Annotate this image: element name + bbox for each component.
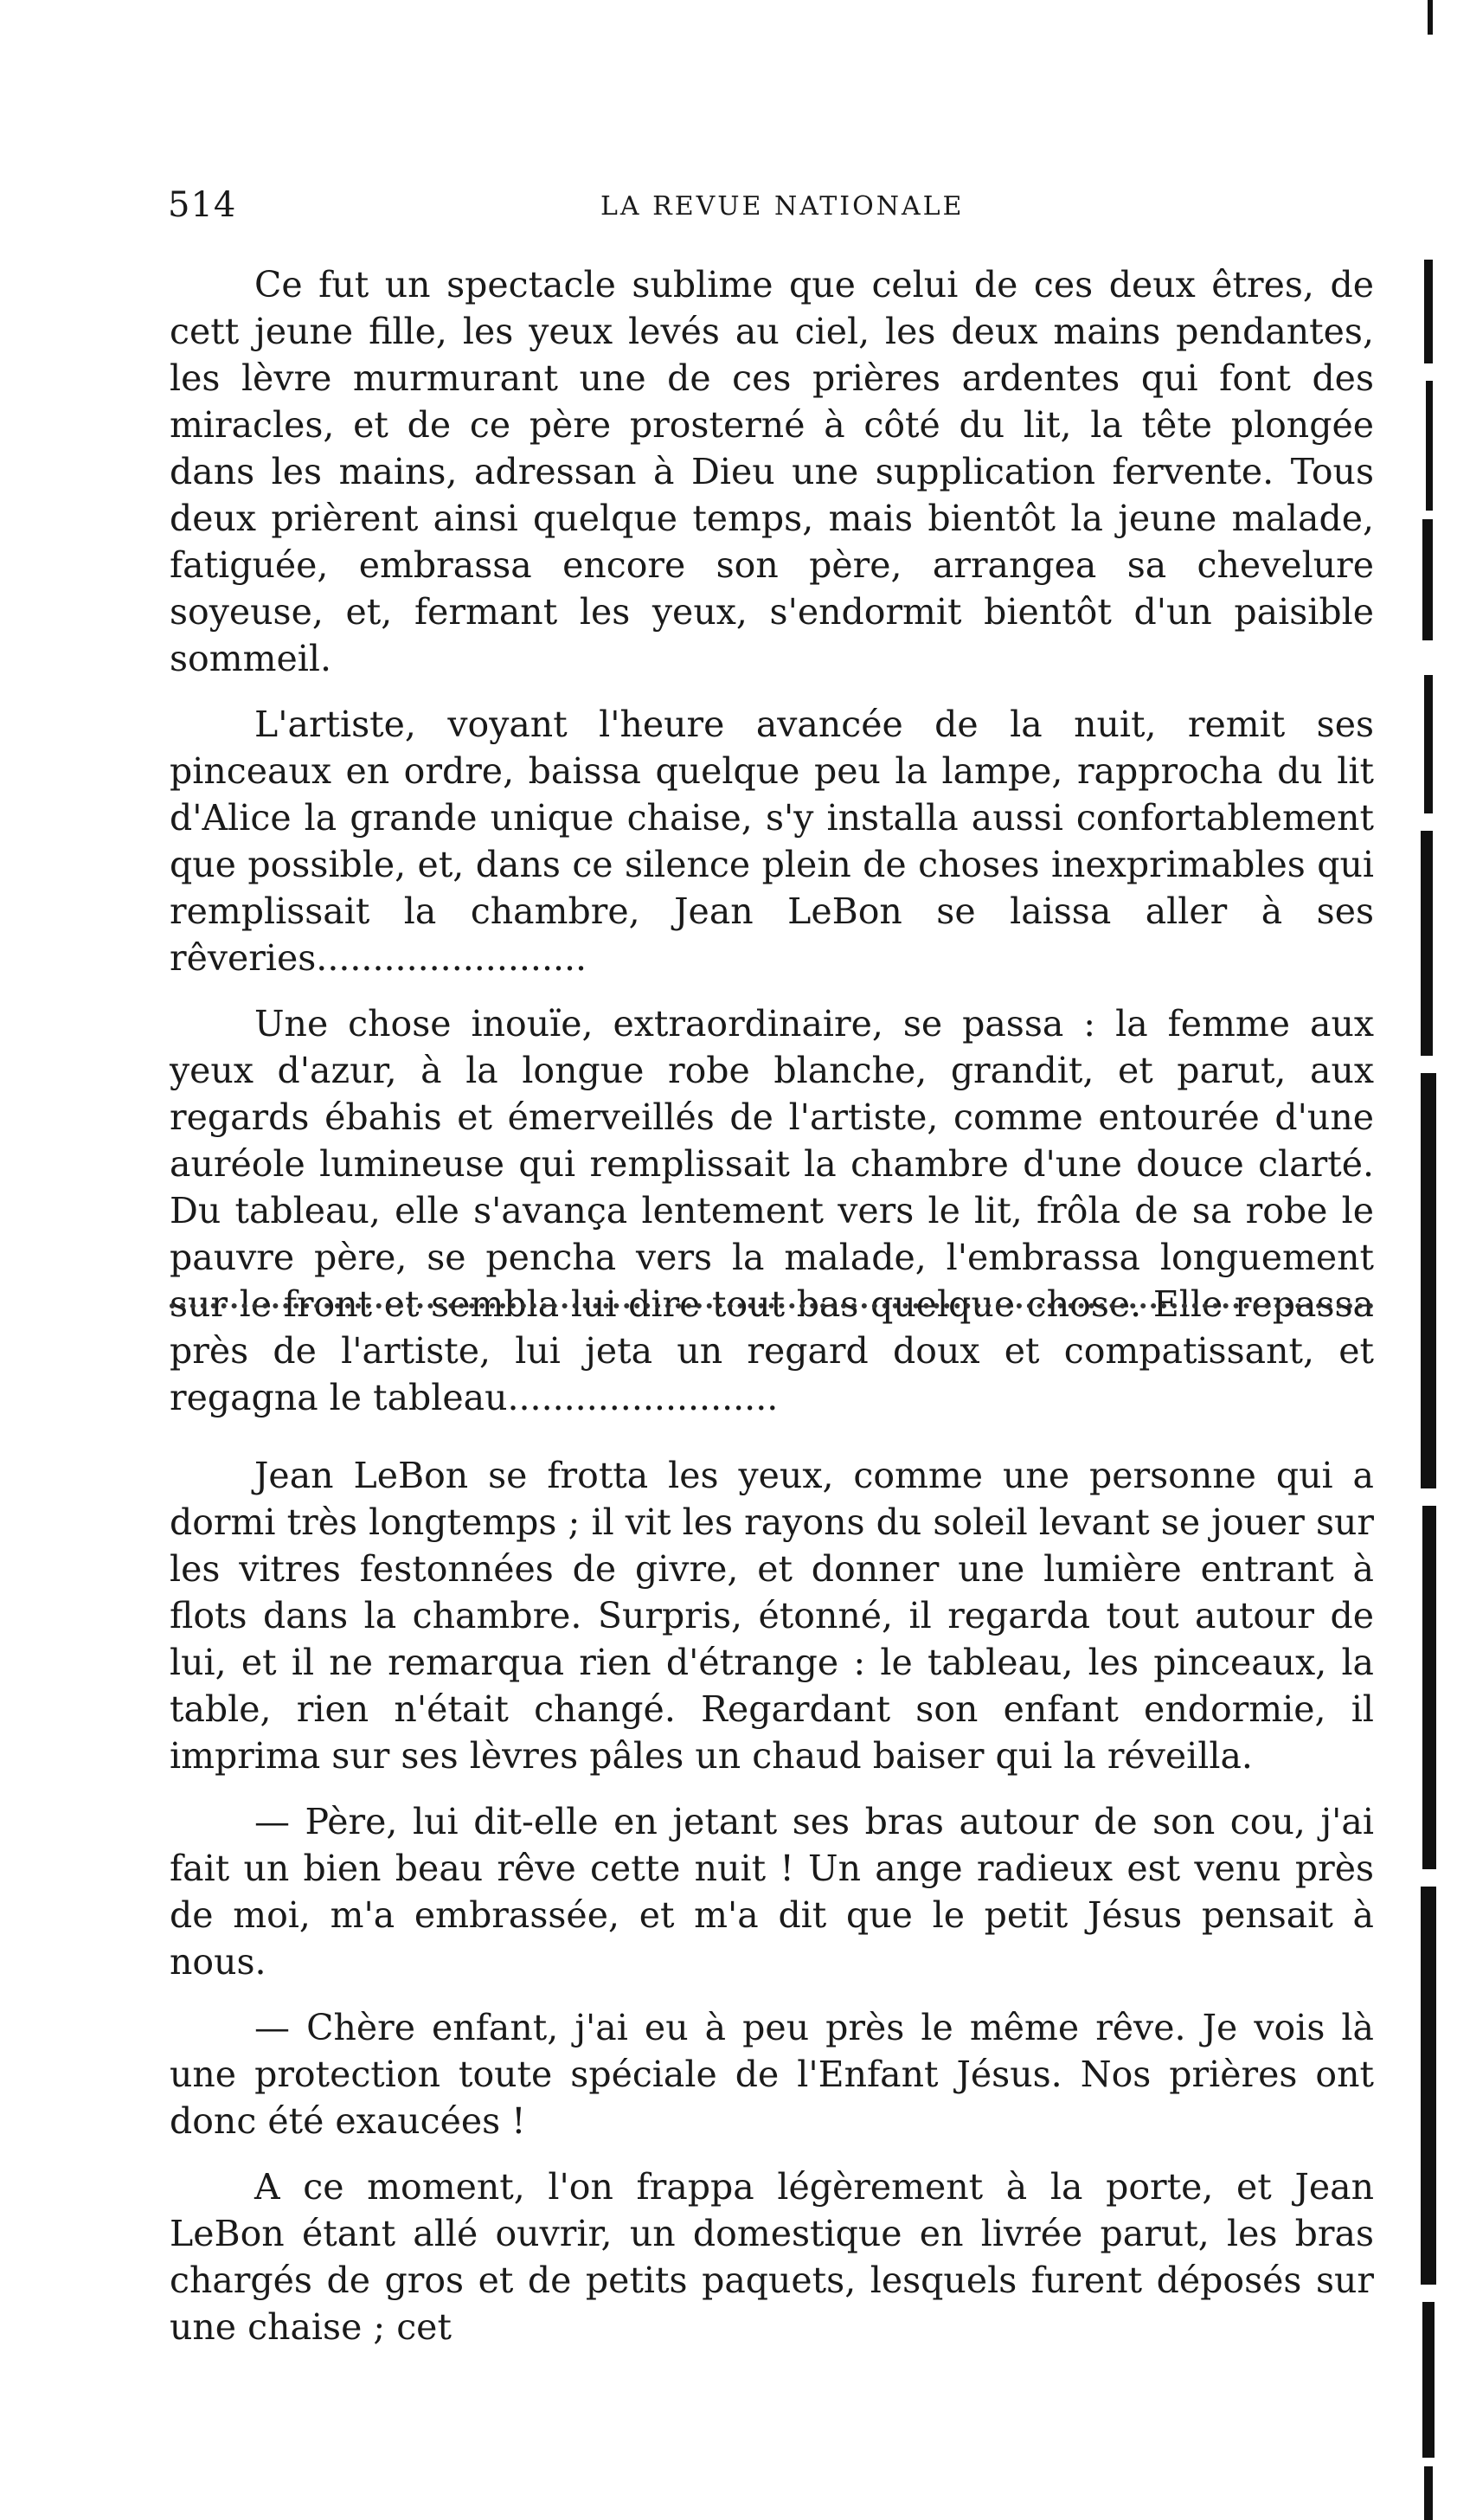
running-head: [168, 183, 1379, 227]
paragraph: L'artiste, voyant l'heure avancée de la nuit, remit ses pinceaux en ordre, baissa quelque peu la lampe, rapprocha du lit d'Alice la grande unique chaise, s'y installa aussi confortablement que possible, et, dans ce silence plein de choses inexprimables qui remplissait la chambre, Jean LeBon se laissa aller à ses rêveries........................: [170, 704, 1374, 979]
scan-edge-band: [1424, 2466, 1433, 2520]
paragraph: — Père, lui dit-elle en jetant ses bras autour de son cou, j'ai fait un bien beau rêve cette nuit ! Un ange radieux est venu près de moi, m'a embrassée, et m'a dit que le petit Jésus pensait à nous.: [170, 1801, 1374, 1983]
scan-edge-band: [1424, 260, 1433, 363]
journal-title: LA REVUE NATIONALE: [600, 191, 965, 222]
scan-edge-band: [1421, 1073, 1436, 1488]
scan-edge-band: [1422, 1506, 1436, 1869]
scan-edge-band: [1421, 831, 1433, 1056]
scan-edge-band: [1428, 0, 1433, 35]
text-block-bottom: [170, 1452, 1374, 2350]
text-block-top: [170, 261, 1374, 1421]
scan-edge-band: [1422, 519, 1433, 640]
scan-edge-shadow: [1410, 0, 1450, 2520]
paragraph: Jean LeBon se frotta les yeux, comme une personne qui a dormi très longtemps ; il vit les rayons du soleil levant se jouer sur les vitres festonnées de givre, et donner une lumière entrant à flots dans la chambre. Surpris, étonné, il regarda tout autour de lui, et il ne remarqua rien d'étrange : le tableau, les pinceaux, la table, rien n'était changé. Regardant son enfant endormie, il imprima sur ses lèvres pâles un chaud baiser qui la réveilla.: [170, 1455, 1374, 1777]
paragraph: Ce fut un spectacle sublime que celui de ces deux êtres, de cett jeune fille, les yeux levés au ciel, les deux mains pendantes, les lèvre murmurant une de ces prières ardentes qui font des miracles, et de ce père prosterné à côté du lit, la tête plongée dans les mains, adressan à Dieu une supplication fervente. Tous deux prièrent ainsi quelque temps, mais bientôt la jeune malade, fatiguée, embrassa encore son père, arrangea sa chevelure soyeuse, et, fermant les yeux, s'endormit bientôt d'un paisible sommeil.: [170, 264, 1374, 679]
scan-edge-band: [1424, 675, 1433, 813]
scan-edge-band: [1422, 2302, 1435, 2458]
paragraph: A ce moment, l'on frappa légèrement à la porte, et Jean LeBon étant allé ouvrir, un domestique en livrée parut, les bras chargés de gros et de petits paquets, lesquels furent déposés sur une chaise ; cet: [170, 2166, 1374, 2348]
dotted-separator: [170, 1303, 1374, 1314]
page-number: 514: [168, 185, 237, 225]
scan-edge-band: [1426, 381, 1433, 511]
paragraph: Une chose inouïe, extraordinaire, se passa : la femme aux yeux d'azur, à la longue robe blanche, grandit, et parut, aux regards ébahis et émerveillés de l'artiste, comme entourée d'une auréole lumineuse qui remplissait la chambre d'une douce clarté. Du tableau, elle s'avança lentement vers le lit, frôla de sa robe le pauvre père, se pencha vers la malade, l'embrassa longuement sur le front et sembla lui dire tout bas quelque chose. Elle repassa près de l'artiste, lui jeta un regard doux et compatissant, et regagna le tableau........................: [170, 1003, 1374, 1418]
paragraph: — Chère enfant, j'ai eu à peu près le même rêve. Je vois là une protection toute spéciale de l'Enfant Jésus. Nos prières ont donc été exaucées !: [170, 2007, 1374, 2142]
scan-edge-band: [1421, 1887, 1436, 2285]
